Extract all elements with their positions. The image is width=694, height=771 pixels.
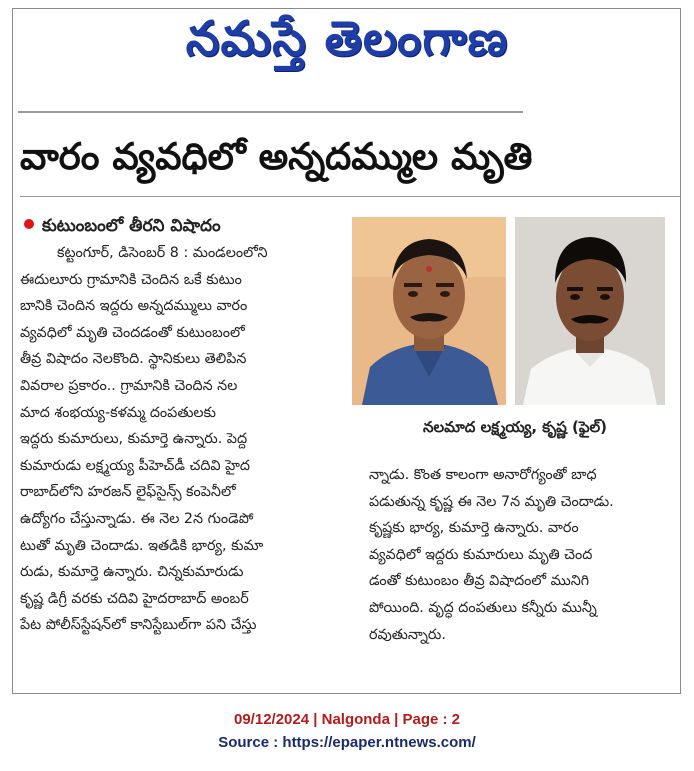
article-headline: వారం వ్యవధిలో అన్నదమ్ముల మృతి [20,135,533,178]
paragraph-line: డంతో కుటుంబం తీవ్ర విషాదంలో మునిగి [369,573,590,590]
paragraph-line: తీవ్ర విషాదం నెలకొంది. స్థానికులు తెలిపిన [20,351,247,368]
paragraph-line: పేట పోలీస్‌స్టేషన్‌లో కానిస్టేబుల్‌గా పని చేస్తు [20,617,257,634]
paragraph-line: కుమారుడు లక్ష్మయ్య పీహెచ్‌డీ చదివి హైద [20,457,250,474]
article-column-2 [369,462,669,648]
article-column-1 [20,240,343,639]
paragraph-line: పోయింది. వృద్ధ దంపతులు కన్నీరు మున్నీ [369,599,597,616]
subhead-text: కుటుంబంలో తీరని విషాదం [42,216,221,236]
photo-caption: నలమాద లక్ష్మయ్య, కృష్ణ (ఫైల్) [422,418,608,436]
paragraph-line: కట్టంగూర్, డిసెంబర్ 8 : మండలంలోని [57,245,268,261]
paragraph-line: వివరాల ప్రకారం.. గ్రామానికి చెందిన నల [20,377,238,394]
portrait-image [352,217,506,405]
photo-lakshmaiah [352,217,506,405]
paragraph-line: ఇద్దరు కుమారులు, కుమార్తె ఉన్నారు. పెద్ద [20,431,248,448]
paragraph-line: రవుతున్నారు. [369,626,446,643]
edition-info: 09/12/2024 | Nalgonda | Page : 2 [234,711,460,728]
paragraph-line: టుతో మృతి చెందాడు. ఇతడికి భార్య, కుమా [20,537,264,554]
paragraph-line: కృష్ణ డిగ్రీ వరకు చదివి హైదరాబాద్ అంబర్ [20,590,249,607]
headline-divider [20,196,680,197]
paragraph-line: మాద శంభయ్య-కళమ్మ దంపతులకు [20,404,216,421]
paragraph-line: ఈదులూరు గ్రామానికి చెందిన ఒకే కుటుం [20,271,242,288]
source-link[interactable]: Source : https://epaper.ntnews.com/ [218,734,476,751]
paragraph-line: రాబాద్‌లోని హరజన్ లైఫ్‌సైన్స్ కంపెనీలో [20,484,236,501]
red-bullet-icon [24,219,34,229]
footer-source-line [0,732,694,754]
paragraph-line: కృష్ణకు భార్య, కుమార్తె ఉన్నారు. వారం [369,520,579,537]
paragraph-line: న్నాడు. కొంత కాలంగా అనారోగ్యంతో బాధ [369,467,597,483]
paragraph-line: వ్యవధిలో మృతి చెందడంతో కుటుంబంలో [20,324,245,341]
paragraph-line: పడుతున్న కృష్ణ ఈ నెల 7న మృతి చెందాడు. [369,493,614,510]
newspaper-masthead: నమస్తే తెలంగాణ [185,11,509,67]
photo-krishna [515,217,665,405]
masthead-divider [18,111,523,113]
portrait-image [515,217,665,405]
paragraph-line: వ్యవధిలో ఇద్దరు కుమారులు మృతి చెంద [369,546,593,563]
footer-meta-line [0,709,694,731]
paragraph-line: బానికి చెందిన ఇద్దరు అన్నదమ్ములు వారం [20,298,248,315]
paragraph-line: ఉద్యోగం చేస్తున్నాడు. ఈ నెల 2న గుండెపో [20,510,254,527]
article-subhead [24,214,221,238]
paragraph-line: రుడు, కుమార్తె ఉన్నారు. చిన్నకుమారుడు [20,564,244,581]
